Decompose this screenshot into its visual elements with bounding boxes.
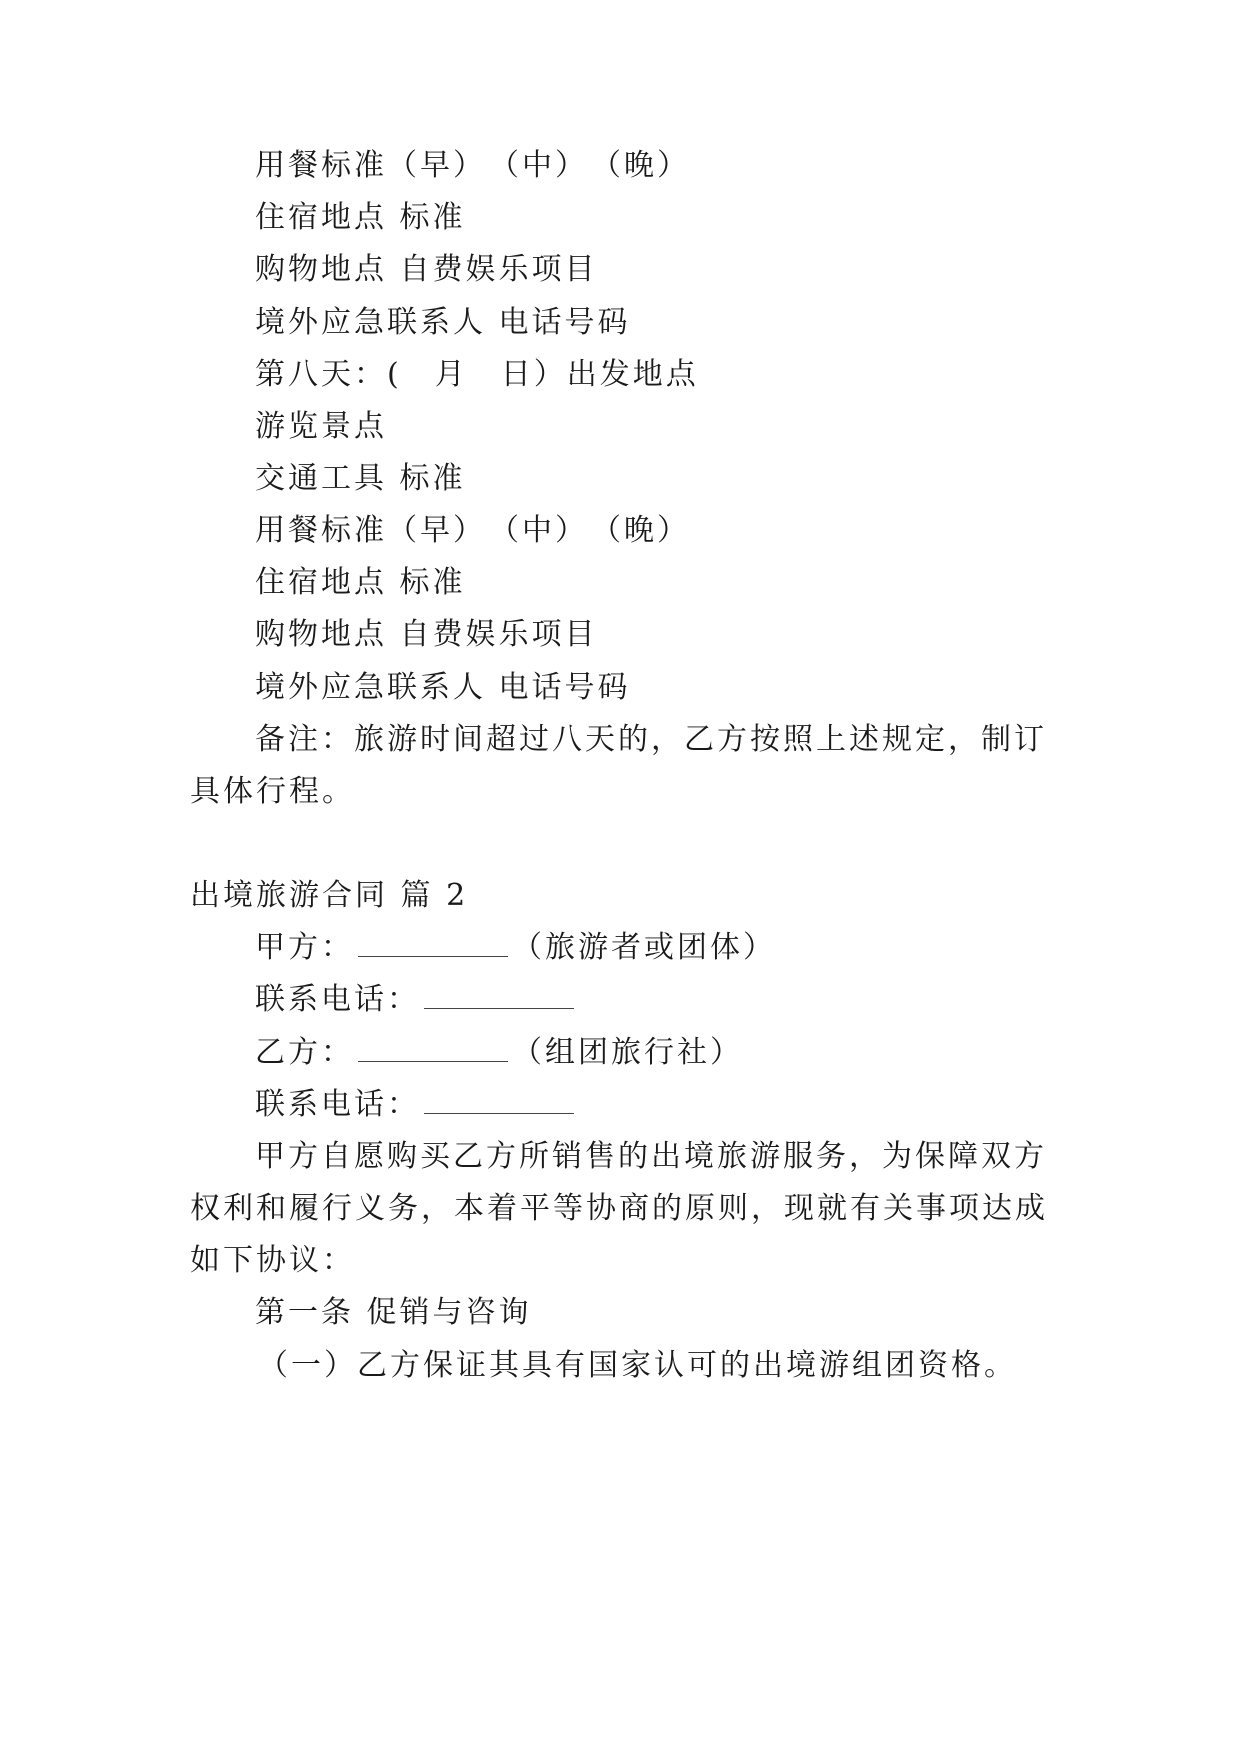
meal-standard-line: 用餐标准（早） （中） （晚） <box>255 148 690 183</box>
day8-shopping-line: 购物地点 自费娱乐项目 <box>255 617 598 652</box>
day8-sights-line: 游览景点 <box>255 409 387 444</box>
article-1-item-1: （一）乙方保证其具有国家认可的出境游组团资格。 <box>258 1348 1017 1383</box>
party-b-phone-line <box>255 1085 578 1125</box>
remark-line-1: 备注：旅游时间超过八天的，乙方按照上述规定，制订 <box>255 722 1047 757</box>
party-b-phone-label: 联系电话： <box>255 1087 420 1122</box>
shopping-line: 购物地点 自费娱乐项目 <box>255 252 598 287</box>
day8-transport-line: 交通工具 标准 <box>255 461 466 496</box>
remark-line-2: 具体行程。 <box>190 774 355 809</box>
party-b-label: 乙方： <box>255 1035 354 1070</box>
party-a-line <box>255 928 776 968</box>
emergency-contact-line: 境外应急联系人 电话号码 <box>255 305 631 340</box>
party-a-blank <box>358 930 508 957</box>
party-b-line <box>255 1033 743 1073</box>
party-a-phone-label: 联系电话： <box>255 982 420 1017</box>
party-a-phone-line <box>255 980 578 1020</box>
party-b-phone-blank <box>424 1087 574 1114</box>
lodging-line: 住宿地点 标准 <box>255 200 466 235</box>
article-1-title: 第一条 促销与咨询 <box>255 1295 532 1330</box>
section-title: 出境旅游合同 篇 2 <box>190 878 469 913</box>
intro-line-3: 如下协议： <box>190 1243 355 1278</box>
day8-meal-standard-line: 用餐标准（早） （中） （晚） <box>255 513 690 548</box>
party-a-note: （旅游者或团体） <box>512 930 776 965</box>
party-a-phone-blank <box>424 982 574 1009</box>
intro-line-2: 权利和履行义务，本着平等协商的原则，现就有关事项达成 <box>190 1191 1048 1226</box>
day8-emergency-contact-line: 境外应急联系人 电话号码 <box>255 670 631 705</box>
party-a-label: 甲方： <box>255 930 354 965</box>
day8-lodging-line: 住宿地点 标准 <box>255 565 466 600</box>
party-b-blank <box>358 1035 508 1062</box>
party-b-note: （组团旅行社） <box>512 1035 743 1070</box>
day8-departure-line: 第八天：( 月 日）出发地点 <box>255 357 699 392</box>
intro-line-1: 甲方自愿购买乙方所销售的出境旅游服务，为保障双方 <box>255 1139 1047 1174</box>
